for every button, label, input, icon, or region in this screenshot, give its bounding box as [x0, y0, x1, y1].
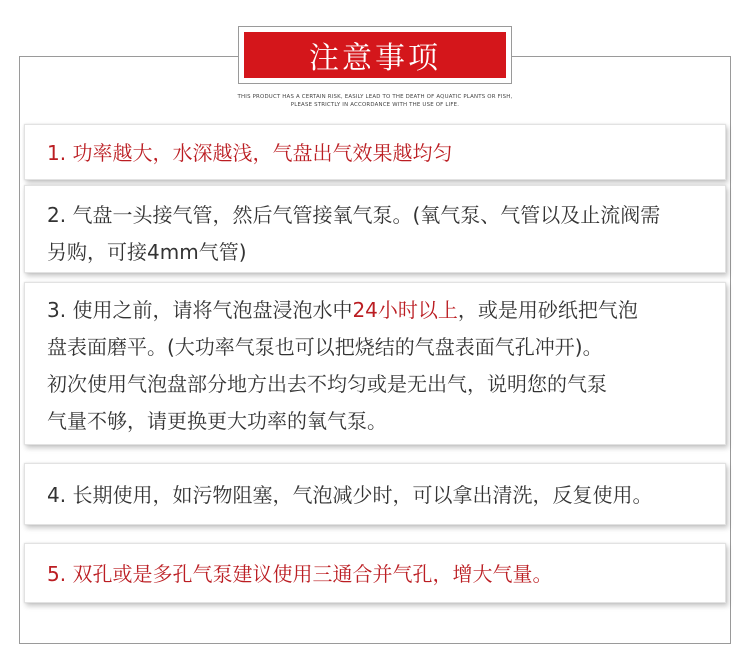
note-card-5	[24, 543, 726, 603]
note-3-line-4: 气量不够，请更换更大功率的氧气泵。	[47, 409, 387, 433]
note-3-highlight: 24小时以上	[352, 298, 458, 322]
title-banner	[238, 26, 512, 84]
note-card-4	[24, 463, 726, 525]
note-3-line-1-b: ，或是用砂纸把气泡	[457, 298, 638, 322]
page-title: 注意事项	[244, 32, 506, 78]
note-3-line-1	[47, 292, 713, 329]
note-2-line-1: 2. 气盘一头接气管，然后气管接氧气泵。(氧气泵、气管以及止流阀需	[47, 203, 661, 227]
note-3-line-2: 盘表面磨平。(大功率气泵也可以把烧结的气盘表面气孔冲开)。	[47, 335, 603, 359]
note-3-line-1-a: 3. 使用之前，请将气泡盘浸泡水中	[47, 298, 353, 322]
note-2-line-2: 另购，可接4mm气管)	[47, 240, 247, 264]
subtitle-line-1: THIS PRODUCT HAS A CERTAIN RISK, EASILY LEAD TO THE DEATH OF AQUATIC PLANTS OR FISH,	[237, 94, 513, 100]
note-4-text: 4. 长期使用，如污物阻塞，气泡减少时，可以拿出清洗，反复使用。	[47, 483, 653, 507]
note-3-line-3: 初次使用气泡盘部分地方出去不均匀或是无出气，说明您的气泵	[47, 372, 607, 396]
subtitle-line-2: PLEASE STRICTLY IN ACCORDANCE WITH THE USE OF LIFE.	[290, 102, 460, 108]
note-1-text: 1. 功率越大，水深越浅，气盘出气效果越均匀	[47, 141, 453, 165]
note-card-3	[24, 282, 726, 445]
note-5-text: 5. 双孔或是多孔气泵建议使用三通合并气孔，增大气量。	[47, 562, 553, 586]
note-card-2	[24, 185, 726, 273]
note-card-1	[24, 124, 726, 180]
